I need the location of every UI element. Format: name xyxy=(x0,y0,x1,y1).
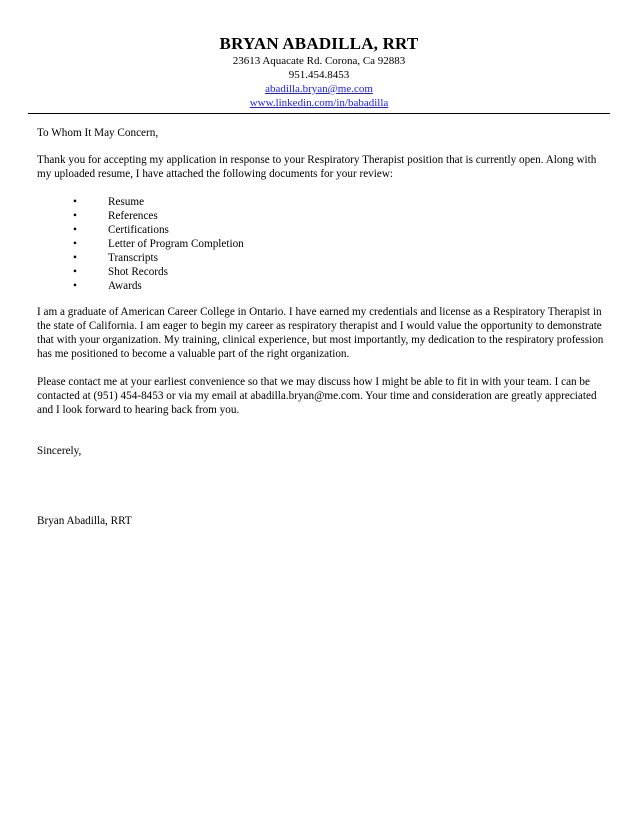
sender-email-link[interactable]: abadilla.bryan@me.com xyxy=(265,83,373,95)
document-name: References xyxy=(108,210,158,222)
bullet-icon: • xyxy=(73,196,77,208)
paragraph-contact: Please contact me at your earliest convenience so that we may discuss how I might be able to fit in with your team. I can be contacted at (951) 454-8453 or via my email at abadilla.bryan@me.com. Your time and consideration are greatly appreciated and I look forward to hearing back from you. xyxy=(37,376,597,416)
list-item xyxy=(37,251,607,265)
document-name: Letter of Program Completion xyxy=(108,238,244,250)
bullet-icon: • xyxy=(73,238,77,250)
list-item xyxy=(37,223,607,237)
bullet-icon: • xyxy=(73,280,77,292)
sender-linkedin-link[interactable]: www.linkedin.com/in/babadilla xyxy=(249,97,389,109)
list-item xyxy=(37,195,607,209)
document-name: Transcripts xyxy=(108,252,158,264)
header-divider xyxy=(28,113,610,114)
list-item xyxy=(37,209,607,223)
paragraph-intro: Thank you for accepting my application in response to your Respiratory Therapist position that is currently open. Along with my uploaded resume, I have attached the following documents for your review: xyxy=(37,154,597,180)
list-item xyxy=(37,279,607,293)
signature-name: Bryan Abadilla, RRT xyxy=(37,515,132,527)
bullet-icon: • xyxy=(73,266,77,278)
document-list xyxy=(37,195,607,293)
bullet-icon: • xyxy=(73,210,77,222)
document-name: Awards xyxy=(108,280,142,292)
document-name: Shot Records xyxy=(108,266,168,278)
document-name: Certifications xyxy=(108,224,169,236)
paragraph-background: I am a graduate of American Career College in Ontario. I have earned my credentials and license as a Respiratory Therapist in the state of California. I am eager to begin my career as respiratory therapist and I would value the opportunity to demonstrate that with your organization. My training, clinical experience, but most importantly, my dedication to the respiratory profession has me positioned to become a valuable part of the right organization. xyxy=(37,306,604,360)
closing: Sincerely, xyxy=(37,445,82,457)
bullet-icon: • xyxy=(73,224,77,236)
letter-body xyxy=(37,126,607,528)
salutation: To Whom It May Concern, xyxy=(37,127,159,139)
document-name: Resume xyxy=(108,196,145,208)
letterhead xyxy=(0,34,638,110)
list-item xyxy=(37,265,607,279)
sender-name: BRYAN ABADILLA, RRT xyxy=(219,34,419,53)
list-item xyxy=(37,237,607,251)
bullet-icon: • xyxy=(73,252,77,264)
sender-phone: 951.454.8453 xyxy=(288,69,350,81)
sender-address: 23613 Aquacate Rd. Corona, Ca 92883 xyxy=(232,55,406,67)
